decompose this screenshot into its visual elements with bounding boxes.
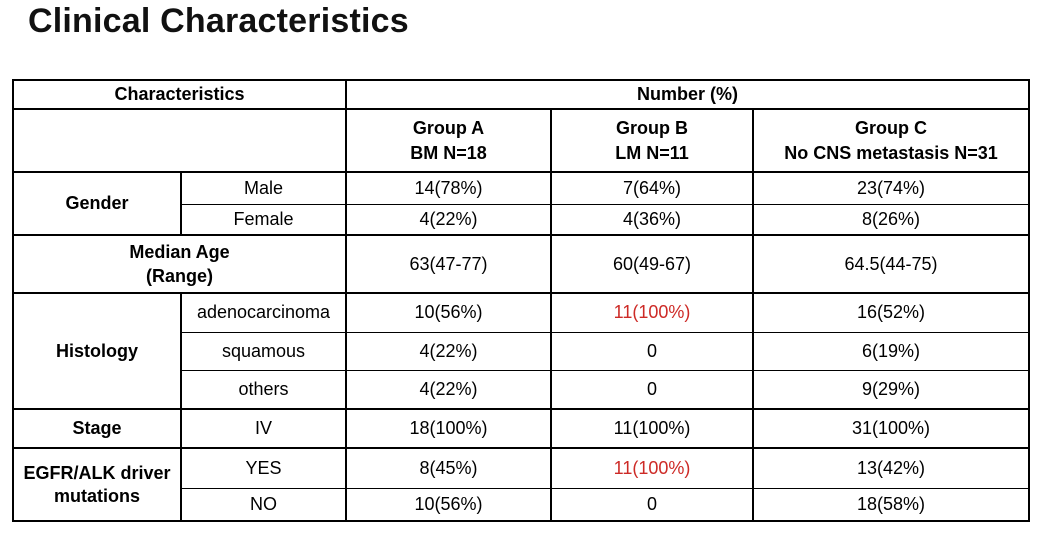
egfr-yes-label: YES bbox=[181, 448, 346, 488]
cell-median-age-group-c: 64.5(44-75) bbox=[753, 235, 1029, 293]
egfr-alk-label-line1: EGFR/ALK driver bbox=[23, 462, 171, 483]
cell-male-group-c: 23(74%) bbox=[753, 172, 1029, 204]
histology-label: Histology bbox=[13, 293, 181, 409]
cell-egfr-no-group-a: 10(56%) bbox=[346, 488, 551, 521]
group-c-name: Group C bbox=[855, 117, 928, 138]
cell-squamous-group-c: 6(19%) bbox=[753, 332, 1029, 370]
group-b-name: Group B bbox=[616, 117, 689, 138]
row-stage-iv bbox=[13, 409, 1029, 448]
header-row-2 bbox=[13, 109, 1029, 172]
cell-median-age-group-b: 60(49-67) bbox=[551, 235, 753, 293]
cell-adenocarcinoma-group-c: 16(52%) bbox=[753, 293, 1029, 332]
cell-egfr-yes-group-c: 13(42%) bbox=[753, 448, 1029, 488]
median-age-label-line2: (Range) bbox=[146, 266, 213, 287]
cell-squamous-group-a: 4(22%) bbox=[346, 332, 551, 370]
cell-others-group-a: 4(22%) bbox=[346, 370, 551, 409]
group-a-name: Group A bbox=[412, 117, 485, 138]
header-row-1 bbox=[13, 80, 1029, 109]
adenocarcinoma-label: adenocarcinoma bbox=[181, 293, 346, 332]
squamous-label: squamous bbox=[181, 332, 346, 370]
median-age-label bbox=[13, 235, 346, 293]
cell-female-group-b: 4(36%) bbox=[551, 204, 753, 235]
cell-male-group-a: 14(78%) bbox=[346, 172, 551, 204]
group-a-header bbox=[346, 109, 551, 172]
group-b-cohort: LM N=11 bbox=[615, 142, 689, 163]
cell-egfr-yes-group-a: 8(45%) bbox=[346, 448, 551, 488]
group-b-header bbox=[551, 109, 753, 172]
cell-others-group-b: 0 bbox=[551, 370, 753, 409]
stage-label: Stage bbox=[13, 409, 181, 448]
row-egfr-yes bbox=[13, 448, 1029, 488]
cell-stage-group-a: 18(100%) bbox=[346, 409, 551, 448]
row-gender-male bbox=[13, 172, 1029, 204]
egfr-alk-label-line2: mutations bbox=[53, 485, 140, 506]
cell-egfr-yes-group-b-highlighted: 11(100%) bbox=[551, 448, 753, 488]
cell-adenocarcinoma-group-a: 10(56%) bbox=[346, 293, 551, 332]
characteristics-header: Characteristics bbox=[13, 80, 346, 109]
group-c-header bbox=[753, 109, 1029, 172]
clinical-characteristics-table bbox=[12, 79, 1030, 522]
cell-stage-group-b: 11(100%) bbox=[551, 409, 753, 448]
group-c-cohort: No CNS metastasis N=31 bbox=[784, 142, 998, 163]
egfr-no-label: NO bbox=[181, 488, 346, 521]
row-median-age bbox=[13, 235, 1029, 293]
cell-median-age-group-a: 63(47-77) bbox=[346, 235, 551, 293]
cell-adenocarcinoma-group-b-highlighted: 11(100%) bbox=[551, 293, 753, 332]
cell-egfr-no-group-b: 0 bbox=[551, 488, 753, 521]
others-label: others bbox=[181, 370, 346, 409]
empty-corner-cell bbox=[13, 109, 346, 172]
cell-female-group-c: 8(26%) bbox=[753, 204, 1029, 235]
egfr-alk-label bbox=[13, 448, 181, 521]
cell-squamous-group-b: 0 bbox=[551, 332, 753, 370]
cell-others-group-c: 9(29%) bbox=[753, 370, 1029, 409]
page-title: Clinical Characteristics bbox=[28, 2, 409, 40]
gender-label: Gender bbox=[13, 172, 181, 235]
number-percent-header: Number (%) bbox=[346, 80, 1029, 109]
cell-stage-group-c: 31(100%) bbox=[753, 409, 1029, 448]
cell-female-group-a: 4(22%) bbox=[346, 204, 551, 235]
stage-iv-label: IV bbox=[181, 409, 346, 448]
female-label: Female bbox=[181, 204, 346, 235]
median-age-label-line1: Median Age bbox=[129, 242, 230, 263]
cell-egfr-no-group-c: 18(58%) bbox=[753, 488, 1029, 521]
cell-male-group-b: 7(64%) bbox=[551, 172, 753, 204]
group-a-cohort: BM N=18 bbox=[410, 142, 487, 163]
male-label: Male bbox=[181, 172, 346, 204]
row-histology-adenocarcinoma bbox=[13, 293, 1029, 332]
